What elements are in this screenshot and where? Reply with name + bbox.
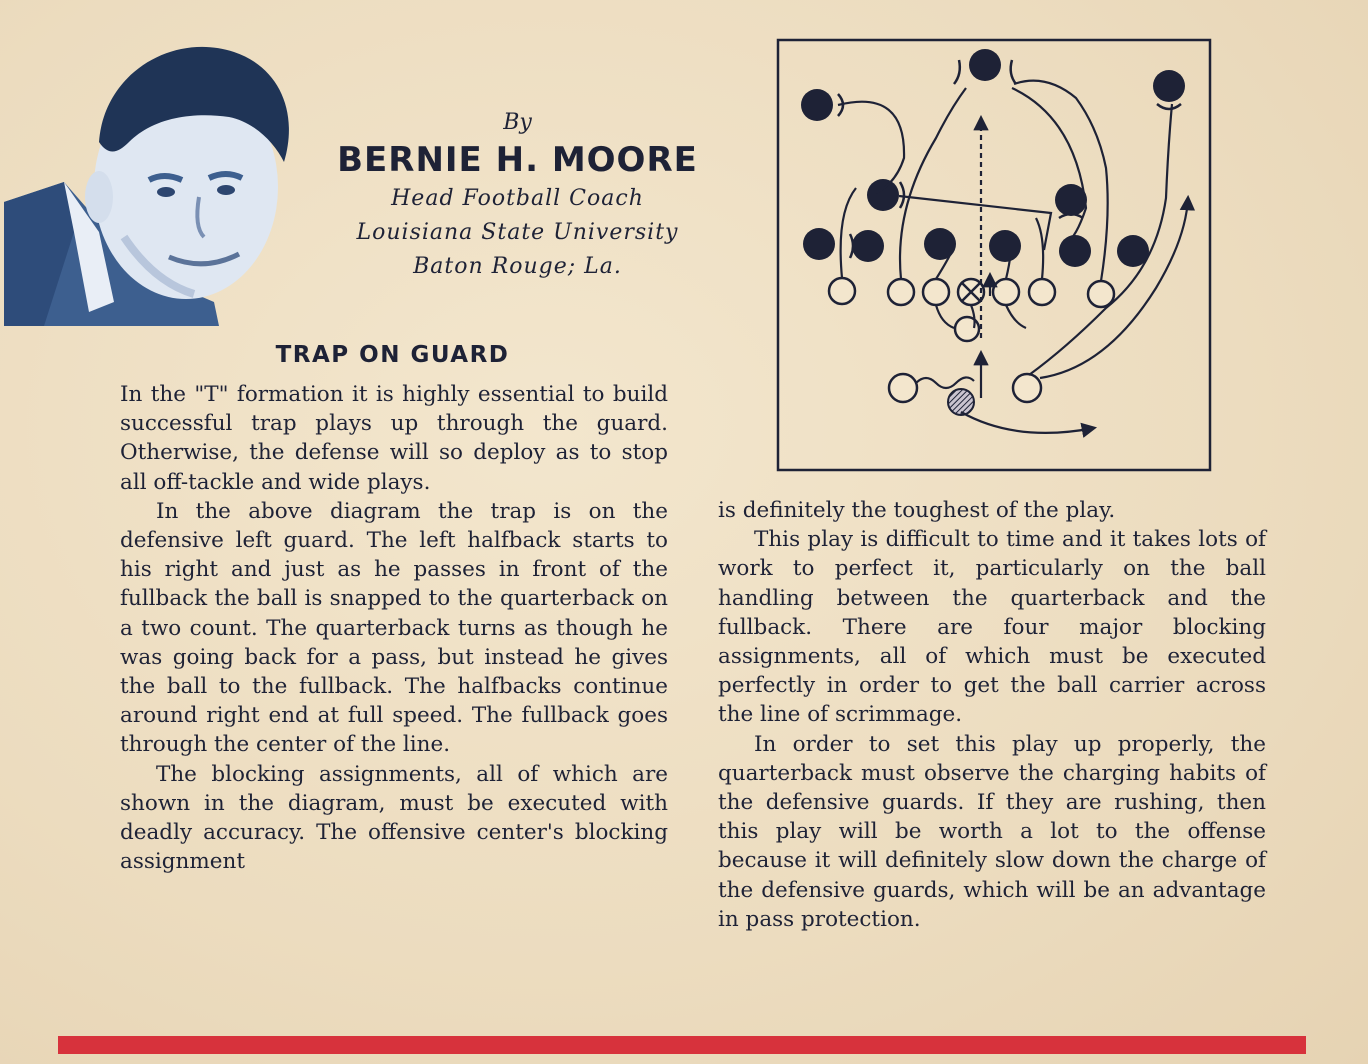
fullback-ball-carrier <box>948 389 974 415</box>
paragraph: This play is difficult to time and it takes lots of work to perfect it, particularly on the ball handling between the quarterback and the fullback. There are four major blocking assignments, all of which must be executed perfectly in order to get the ball carrier across the line of scrimmage. <box>718 527 1266 728</box>
byline <box>330 108 705 284</box>
paragraph: In order to set this play up properly, the quarterback must observe the charging habits of the defensive guards. If they are rushing, then this play will be worth a lot to the offense because it will definitely slow down the charge of the defensive guards, which will be an advantage in pass protection. <box>718 731 1266 932</box>
byline-by: By <box>503 110 532 135</box>
red-divider-rule <box>58 1036 1306 1054</box>
author-location: Baton Rouge; La. <box>413 254 622 279</box>
author-school: Louisiana State University <box>356 220 679 245</box>
author-name: BERNIE H. MOORE <box>337 140 698 180</box>
defensive-players <box>801 49 1185 267</box>
paragraph: In the "T" formation it is highly essential to build successful trap plays up through the guard. Otherwise, the defense will so deploy as to stop all off-tackle and wide plays. <box>120 382 668 495</box>
paragraph: is definitely the toughest of the play. <box>718 498 1116 523</box>
article-headline: TRAP ON GUARD <box>275 342 510 368</box>
paragraph: In the above diagram the trap is on the defensive left guard. The left halfback starts to his right and just as he passes in front of the fullback the ball is snapped to the quarterback on a two count. The quarterback turns as though he was going back for a pass, but instead he gives the ball to the fullback. The halfbacks continue around right end at full speed. The fullback goes through the center of the line. <box>120 498 668 758</box>
paragraph: The blocking assignments, all of which are shown in the diagram, must be executed with deadly accuracy. The offensive center's blocking assignment <box>120 761 668 875</box>
coach-portrait-photo <box>4 32 294 326</box>
defender-stances <box>838 60 1181 258</box>
author-title: Head Football Coach <box>391 186 644 211</box>
article-column-1 <box>120 380 668 876</box>
play-diagram <box>776 38 1212 472</box>
article-column-2 <box>718 496 1266 934</box>
